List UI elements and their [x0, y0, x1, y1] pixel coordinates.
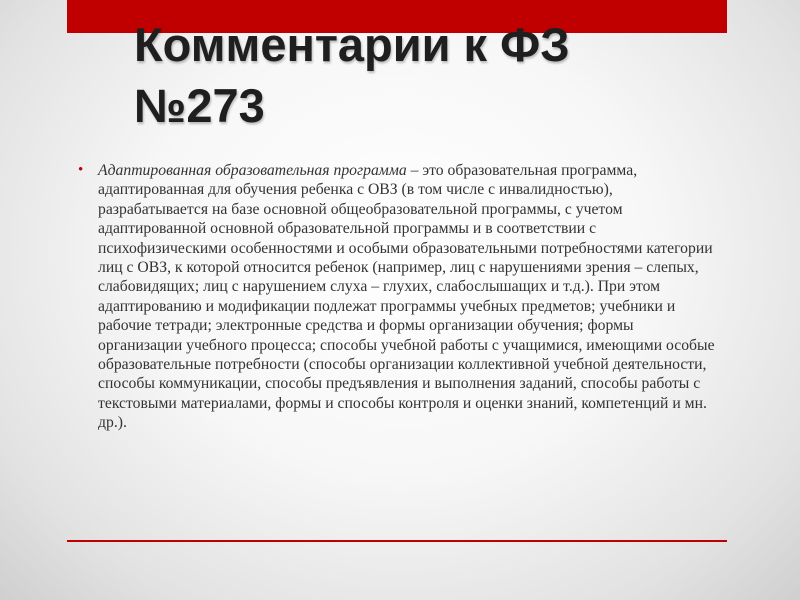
- slide-title-line-1: Комментарии к ФЗ: [134, 18, 570, 71]
- bullet-text: – это образовательная программа, адаптированная для обучения ребенка с ОВЗ (в том числе с инвалидностью), разрабатывается на базе основной общеобразовательной программы, с учетом адаптированной основной образовательной программы и в соответствии с психофизическими особенностями и особыми образовательными потребностями категории лиц с ОВЗ, к которой относится ребенок (например, лиц с нарушениями зрения – слепых, слабовидящих; лиц с нарушением слуха – глухих, слабослышащих и т.д.). При этом адаптированию и модификации подлежат программы учебных предметов; учебники и рабочие тетради; электронные средства и формы организации обучения; формы организации учебного процесса; способы учебной работы с учащимися, имеющими особые образовательные потребности (способы организации коллективной учебной деятельности, способы коммуникации, способы предъявления и выполнения заданий, способы работы с текстовыми материалами, формы и способы контроля и оценки знаний, компетенций и мн. др.).: [98, 162, 715, 432]
- bullet-marker: •: [78, 162, 84, 178]
- slide-title-line-2: №273: [134, 79, 265, 132]
- slide-content: [78, 161, 718, 433]
- bottom-divider: [67, 540, 727, 542]
- bullet-term: Адаптированная образовательная программа: [98, 162, 407, 179]
- bullet-item: [78, 161, 718, 433]
- slide-title: [134, 14, 694, 136]
